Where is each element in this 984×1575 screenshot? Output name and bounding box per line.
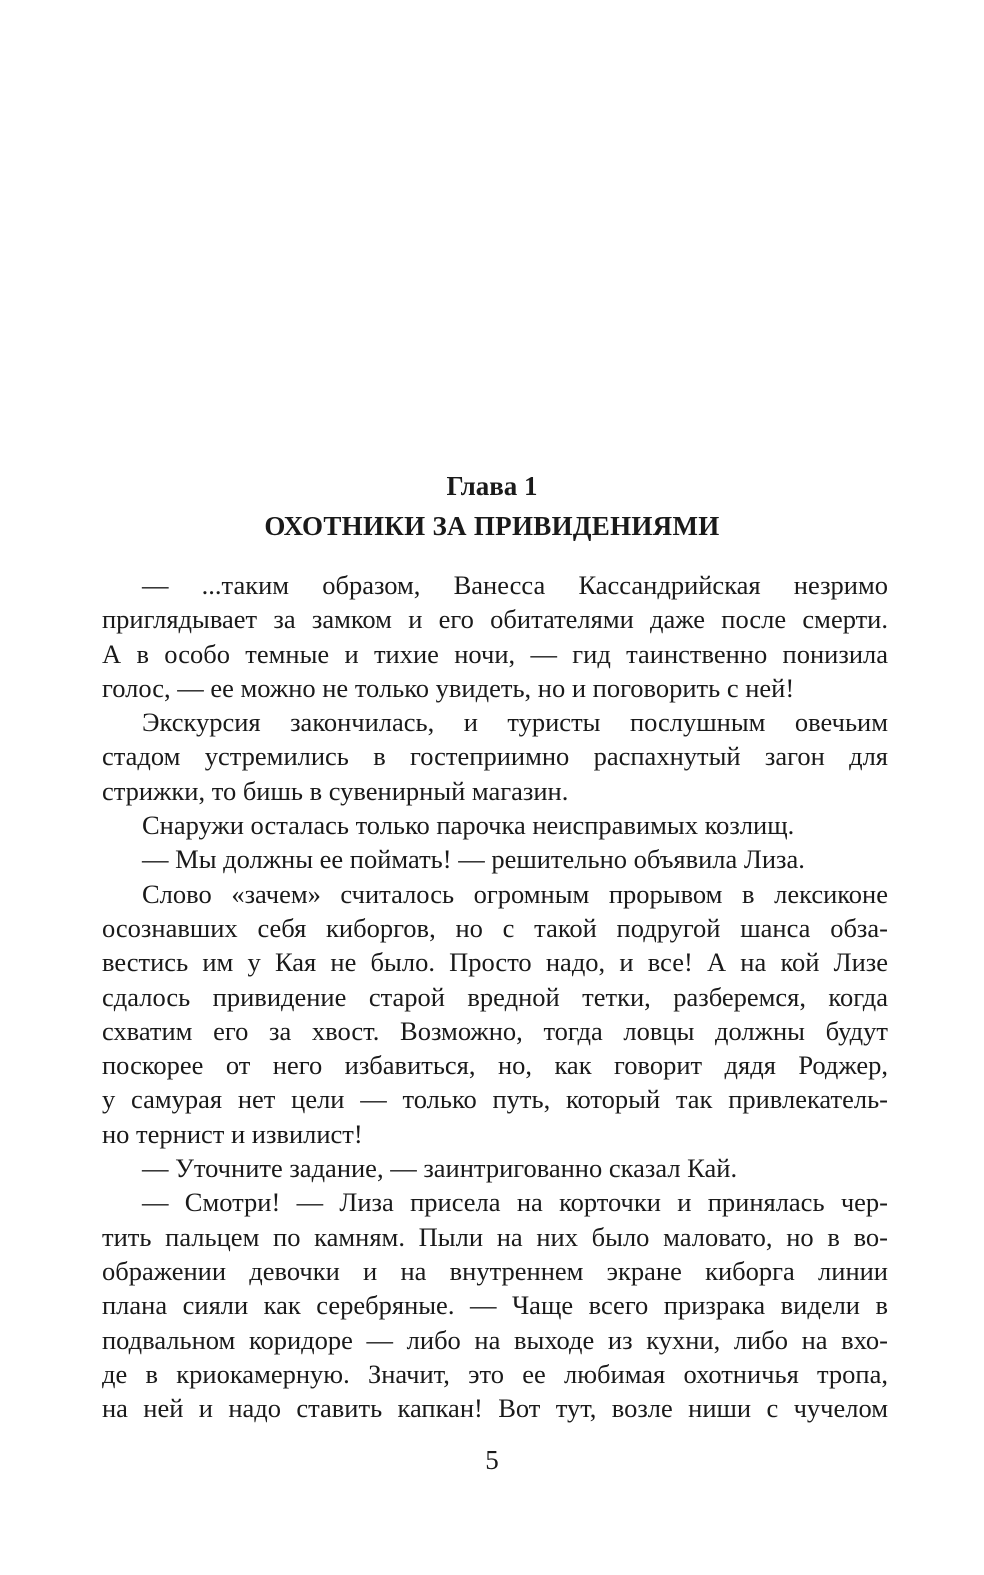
paragraph [102, 877, 888, 1151]
text-line: де в криокамерную. Значит, это ее любимая охотничья тропа, [102, 1358, 888, 1389]
chapter-header [0, 466, 984, 546]
paragraph [102, 568, 888, 705]
chapter-title: ОХОТНИКИ ЗА ПРИВИДЕНИЯМИ [264, 511, 720, 541]
page-number: 5 [485, 1445, 499, 1475]
text-line: приглядывает за замком и его обитателями даже после смерти. [102, 604, 888, 635]
text-line: но тернист и извилист! [102, 1118, 363, 1149]
text-line: А в особо темные и тихие ночи, — гид таинственно понизила [102, 638, 888, 669]
chapter-number: Глава 1 [446, 471, 538, 501]
text-line: — Смотри! — Лиза присела на корточки и принялась чер- [142, 1187, 888, 1218]
text-line: — ...таким образом, Ванесса Кассандрийская незримо [142, 570, 888, 600]
text-line: сдалось привидение старой вредной тетки, разберемся, когда [102, 981, 888, 1012]
text-line: голос, — ее можно не только увидеть, но и поговорить с ней! [102, 672, 795, 703]
text-line: тить пальцем по камням. Пыли на них было маловато, но в во- [102, 1221, 888, 1252]
text-line: осознавших себя киборгов, но с такой подругой шанса обза- [102, 912, 888, 943]
text-line: ображении девочки и на внутреннем экране киборга линии [102, 1255, 888, 1286]
text-line: вестись им у Кая не было. Просто надо, и все! А на кой Лизе [102, 947, 888, 978]
paragraph [102, 808, 888, 842]
text-line: стадом устремились в гостеприимно распахнутый загон для [102, 741, 888, 772]
chapter-text [102, 568, 888, 1425]
paragraph [102, 842, 888, 876]
text-line: плана сияли как серебряные. — Чаще всего призрака видели в [102, 1290, 888, 1321]
paragraph [102, 1151, 888, 1185]
text-line: подвальном коридоре — либо на выходе из кухни, либо на вхо- [102, 1324, 888, 1355]
text-line: Снаружи осталась только парочка неисправимых козлищ. [142, 810, 795, 841]
text-line: поскорее от него избавиться, но, как говорит дядя Роджер, [102, 1050, 888, 1081]
text-line: Экскурсия закончилась, и туристы послушным овечьим [142, 707, 888, 738]
text-line: у самурая нет цели — только путь, который так привлекатель- [102, 1084, 888, 1115]
text-line: — Мы должны ее поймать! — решительно объявила Лиза. [142, 844, 805, 875]
text-line: — Уточните задание, — заинтригованно сказал Кай. [142, 1153, 738, 1184]
paragraph [102, 1185, 888, 1425]
text-line: Слово «зачем» считалось огромным прорывом в лексиконе [142, 878, 888, 909]
text-line: стрижки, то бишь в сувенирный магазин. [102, 775, 569, 806]
text-line: на ней и надо ставить капкан! Вот тут, возле ниши с чучелом [102, 1393, 888, 1424]
text-line: схватим его за хвост. Возможно, тогда ловцы должны будут [102, 1015, 888, 1046]
paragraph [102, 705, 888, 808]
